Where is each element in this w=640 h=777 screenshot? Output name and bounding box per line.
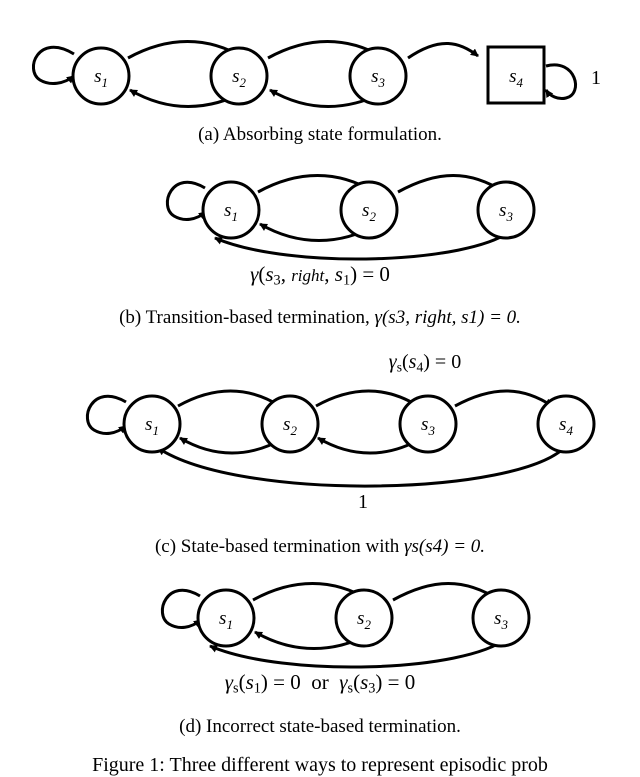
panel-d-formula-left: $\gamma_s(s_1) = 0$ [224,670,301,697]
formula-action: right [291,266,325,285]
self-loop-weight-label: 1 [591,67,601,89]
state-label-s2: $s_2$ [357,608,371,632]
panel-d-formula [0,670,640,698]
return-edge-label: 1 [358,491,368,508]
formula-equals: = 0 [362,262,390,286]
gamma-symbol: γ [250,262,259,286]
state-label-s2: $s_2$ [362,200,376,224]
panel-c-diagram [0,378,640,508]
panel-b-caption-formula: γ(s3, right, s1) = 0. [374,307,521,328]
formula-arg3: s [334,262,343,286]
state-label-s3: $s_3$ [499,200,513,224]
state-label-s4: $s_4$ [559,414,573,438]
formula-arg1-sub: 3 [273,272,281,289]
formula-arg1: s [265,262,274,286]
panel-c-top-formula: $\gamma_s(s_4) = 0$ [388,351,462,375]
panel-b-caption-prefix: (b) Transition-based termination, [119,307,375,328]
state-label-s1: $s_1$ [224,200,238,224]
state-label-s1: $s_1$ [94,66,108,90]
panel-c [0,378,640,508]
state-label-s1: $s_1$ [145,414,159,438]
panel-c-caption-formula: γs(s4) = 0. [404,536,486,557]
state-label-s2: $s_2$ [232,66,246,90]
panel-c-caption [0,536,640,558]
panel-d-caption: (d) Incorrect state-based termination. [179,716,461,737]
state-label-s2: $s_2$ [283,414,297,438]
state-label-s3: $s_3$ [371,66,385,90]
panel-b-caption [0,307,640,329]
panel-a [0,14,640,124]
panel-b [0,160,640,275]
panel-a-caption: (a) Absorbing state formulation. [198,124,442,145]
panel-c-caption-prefix: (c) State-based termination with [154,536,405,557]
panel-b-formula: $\gamma(s_3$, right, $s_1) = 0$ [250,262,390,289]
panel-b-diagram [0,160,640,275]
paren-open: ( [258,262,266,286]
panel-d-formula-conj: or [311,670,329,694]
panel-d [0,570,640,680]
panel-d-formula-right: $\gamma_s(s_3) = 0$ [339,670,416,697]
state-label-s1: $s_1$ [219,608,233,632]
paren-close: ) [350,262,358,286]
formula-arg3-sub: 1 [342,272,351,289]
figure-caption: Figure 1: Three different ways to represent episodic prob [92,754,548,776]
panel-a-diagram [0,14,640,124]
state-label-s3: $s_3$ [494,608,508,632]
state-label-s3: $s_3$ [421,414,435,438]
state-label-s4: $s_4$ [509,66,523,90]
panel-d-diagram [0,570,640,680]
